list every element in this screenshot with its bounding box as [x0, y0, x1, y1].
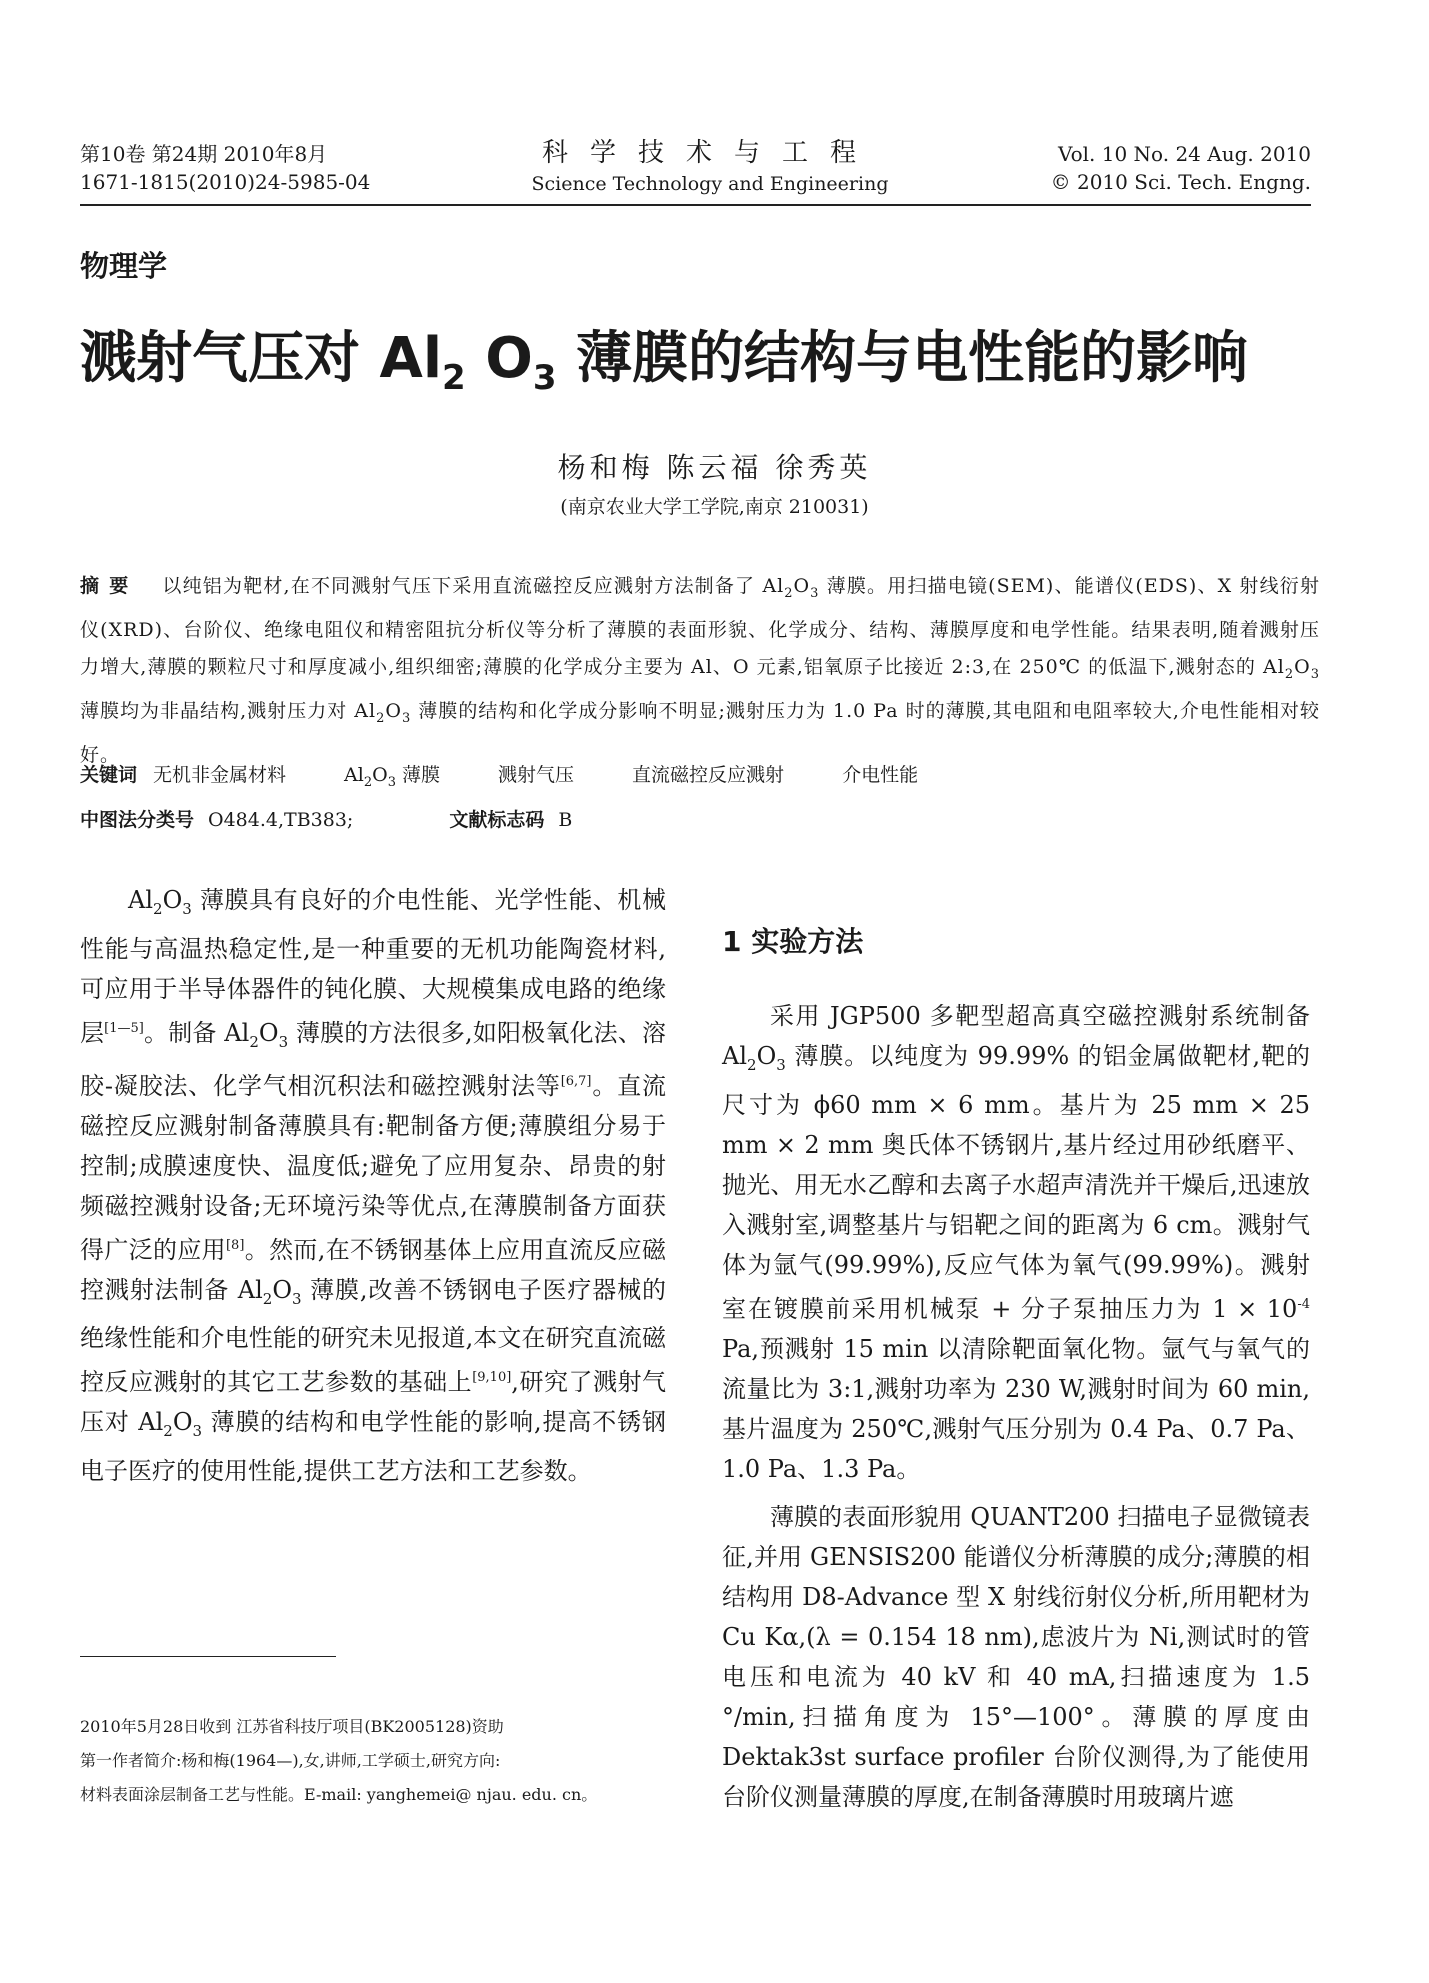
body-text: 薄膜的方法很多,如阳极氧化法、溶胶-凝胶法、化学气相沉积法和磁控溅射法等	[80, 1018, 667, 1100]
copyright-line: © 2010 Sci. Tech. Engng.	[1050, 170, 1311, 194]
received-funding-line: 2010年5月28日收到 江苏省科技厅项目(BK2005128)资助	[80, 1717, 504, 1736]
subscript: 3	[278, 1032, 289, 1051]
keyword: 介电性能	[842, 764, 919, 786]
title-mid: O	[465, 326, 533, 391]
clc-label: 中图法分类号	[80, 809, 195, 831]
subscript: 2	[363, 774, 373, 790]
body-text: O	[162, 886, 183, 914]
footnote-divider	[80, 1656, 336, 1657]
body-text: Al	[128, 886, 154, 914]
subscript: 3	[776, 1055, 786, 1074]
classification	[80, 805, 572, 835]
subscript: 2	[1284, 666, 1295, 682]
citation: [8]	[225, 1237, 245, 1253]
keywords	[80, 760, 1320, 798]
keyword	[344, 764, 441, 790]
body-text: Pa,预溅射 15 min 以清除靶面氧化物。氩气与氧气的流量比为 3:1,溅射功率为 230 W,溅射时间为 60 min,基片温度为 250℃,溅射气压分别为 0.4 Pa、0.7 Pa、1.0 Pa、1.3 Pa。	[722, 1334, 1310, 1483]
body-text: O	[756, 1042, 777, 1070]
abstract-label: 摘要	[80, 575, 139, 597]
subscript: 2	[153, 899, 163, 918]
abstract-text: O	[1294, 655, 1311, 678]
body-text: O	[258, 1018, 279, 1047]
methods-body	[722, 996, 1310, 1817]
subject-category: 物理学	[80, 249, 168, 283]
subscript: 2	[249, 1032, 259, 1051]
citation: [1—5]	[104, 1020, 144, 1036]
intro-body	[80, 880, 666, 1491]
issue-line: 第10卷 第24期 2010年8月	[80, 142, 328, 166]
volume-line: Vol. 10 No. 24 Aug. 2010	[1057, 142, 1311, 166]
author-bio-line: 第一作者简介:杨和梅(1964—),女,讲师,工学硕士,研究方向:	[80, 1751, 501, 1770]
abstract-text: 薄膜。用扫描电镜(SEM)、能谱仪(EDS)、X 射线衍射仪(XRD)、台阶仪、绝缘电阻仪和精密阻抗分析仪等分析了薄膜的表面形貌、化学成分、结构、薄膜厚度和电学性能。结果表明,随着溅射压力增大,薄膜的颗粒尺寸和厚度减小,组织细密;薄膜的化学成分主要为 Al、O 元素,铝氧原子比接近 2:3,在 250℃ 的低温下,溅射态的 Al	[80, 575, 1320, 678]
clc-value: O484.4,TB383;	[208, 809, 354, 831]
methods-paragraph: 薄膜的表面形貌用 QUANT200 扫描电子显微镜表征,并用 GENSIS200 能谱仪分析薄膜的成分;薄膜的相结构用 D8-Advance 型 X 射线衍射仪分析,所用靶材为 Cu Kα,(λ = 0.154 18 nm),虑波片为 Ni,测试时的管电压和电流为 40 kV 和 40 mA,扫描速度为 1.5 °/min,扫描角度为 15°—100°。薄膜的厚度由 Dektak3st surface profiler 台阶仪测得,为了能使用台阶仪测量薄膜的厚度,在制备薄膜时用玻璃片遮	[722, 1502, 1310, 1811]
subscript: 3	[387, 774, 396, 790]
footnote	[80, 1710, 666, 1812]
subscript: 2	[163, 1422, 173, 1441]
body-text: O	[272, 1275, 293, 1304]
issn-line: 1671-1815(2010)24-5985-04	[80, 170, 371, 194]
header-divider	[80, 204, 1311, 206]
body-text: 。制备 Al	[143, 1018, 250, 1047]
research-email-line: 材料表面涂层制备工艺与性能。E-mail: yanghemei@ njau. edu. cn。	[80, 1785, 598, 1804]
subscript: 3	[401, 710, 412, 726]
affiliation: (南京农业大学工学院,南京 210031)	[560, 496, 869, 518]
title-suffix: 薄膜的结构与电性能的影响	[556, 326, 1248, 391]
section-heading: 1 实验方法	[722, 925, 864, 958]
keyword-part: Al	[344, 764, 364, 786]
title-sub: 2	[442, 358, 466, 399]
doc-code-value: B	[558, 809, 573, 831]
subscript: 2	[376, 710, 386, 726]
subscript: 2	[262, 1289, 273, 1308]
body-text: 采用 JGP500 多靶型超高真空磁控溅射系统制备 Al	[722, 1002, 1310, 1070]
subscript: 3	[192, 1422, 203, 1441]
keyword-part: O	[372, 764, 388, 786]
subscript: 2	[784, 585, 794, 601]
abstract-text: O	[385, 700, 402, 723]
abstract-text: 薄膜均为非晶结构,溅射压力对 Al	[80, 700, 377, 723]
journal-issue-info	[80, 140, 370, 196]
intro-paragraph	[80, 880, 666, 1491]
journal-volume-info	[1051, 140, 1311, 196]
keyword-part: 薄膜	[395, 764, 441, 786]
subscript: 3	[182, 899, 192, 918]
methods-paragraph	[722, 996, 1310, 1489]
doc-code-label: 文献标志码	[449, 809, 545, 831]
body-text: 。然而,在不锈钢基体上应用直流反应磁控溅射法制备 Al	[80, 1235, 666, 1304]
body-text: 。直流磁控反应溅射制备薄膜具有:靶制备方便;薄膜组分易于控制;成膜速度快、温度低;避免了应用复杂、昂贵的射频磁控溅射设备;无环境污染等优点,在薄膜制备方面获得广泛的应用	[80, 1071, 667, 1264]
citation: [9,10]	[472, 1370, 512, 1386]
keyword: 直流磁控反应溅射	[632, 764, 785, 786]
citation: [6,7]	[560, 1073, 592, 1089]
body-text: 薄膜,改善不锈钢电子医疗器械的绝缘性能和介电性能的研究未见报道,本文在研究直流磁控反应溅射的其它工艺参数的基础上	[80, 1275, 666, 1397]
subscript: 3	[292, 1289, 302, 1308]
superscript: -4	[1297, 1296, 1310, 1312]
journal-name-cn: 科学技术与工程	[541, 138, 878, 168]
abstract	[80, 568, 1320, 774]
keyword: 溅射气压	[498, 764, 575, 786]
subscript: 3	[1310, 666, 1320, 682]
subscript: 3	[810, 585, 820, 601]
body-text: 薄膜。以纯度为 99.99% 的铝金属做靶材,靶的尺寸为 ϕ60 mm × 6 mm。基片为 25 mm × 25 mm × 2 mm 奥氏体不锈钢片,基片经过用砂纸磨平、抛光、用无水乙醇和去离子水超声清洗并干燥后,迅速放入溅射室,调整基片与铝靶之间的距离为 6 cm。溅射气体为氩气(99.99%),反应气体为氧气(99.99%)。溅射室在镀膜前采用机械泵 + 分子泵抽压力为 1 × 10	[722, 1042, 1310, 1323]
body-text: ,研究了溅射气压对 Al	[80, 1368, 666, 1437]
body-text: 薄膜具有良好的介电性能、光学性能、机械性能与高温热稳定性,是一种重要的无机功能陶瓷材料,可应用于半导体器件的钝化膜、大规模集成电路的绝缘层	[80, 886, 666, 1047]
abstract-text: 薄膜的结构和化学成分影响不明显;溅射压力为 1.0 Pa 时的薄膜,其电阻和电阻率较大,介电性能相对较好。	[80, 700, 1320, 767]
abstract-text: O	[793, 575, 811, 597]
subscript: 2	[747, 1055, 757, 1074]
author-list: 杨和梅 陈云福 徐秀英	[557, 451, 872, 484]
title-sub: 3	[532, 358, 557, 399]
body-text: O	[172, 1408, 193, 1437]
body-text: 薄膜的结构和电学性能的影响,提高不锈钢电子医疗的使用性能,提供工艺方法和工艺参数。	[80, 1408, 666, 1486]
article-title	[80, 322, 1340, 415]
keyword: 无机非金属材料	[153, 764, 287, 786]
title-prefix: 溅射气压对 Al	[80, 326, 443, 391]
abstract-text: 以纯铝为靶材,在不同溅射气压下采用直流磁控反应溅射方法制备了 Al	[162, 575, 785, 597]
keywords-label: 关键词	[80, 764, 138, 786]
journal-name	[430, 136, 990, 198]
journal-name-en: Science Technology and Engineering	[531, 173, 889, 195]
